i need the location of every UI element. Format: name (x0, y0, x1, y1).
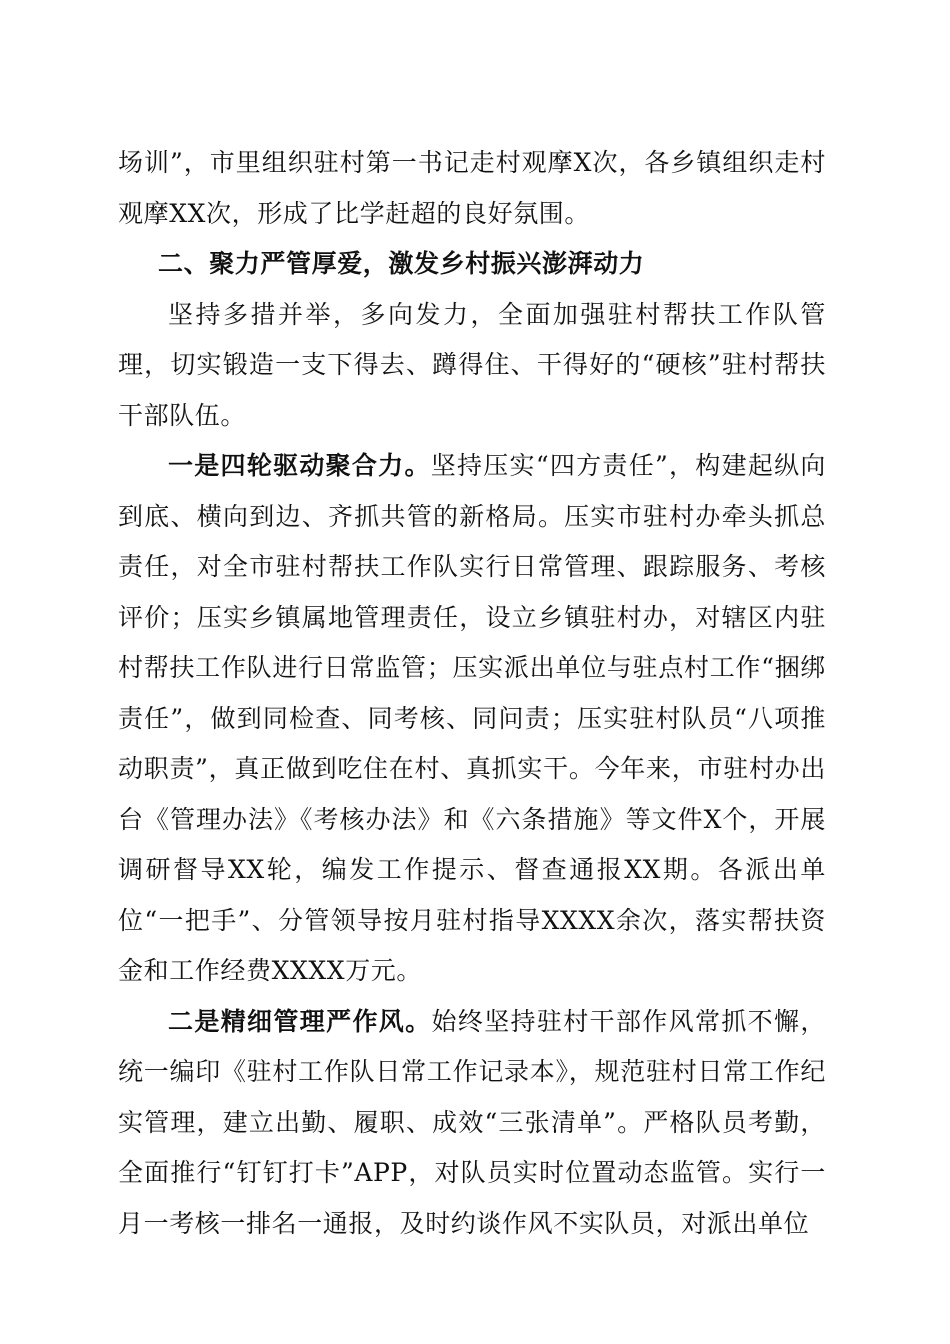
section-heading: 二、聚力严管厚爱，激发乡村振兴澎湃动力 (158, 249, 645, 278)
paragraph-point-one-lead: 一是四轮驱动聚合力。 (168, 451, 431, 480)
paragraph-point-one (118, 441, 826, 997)
paragraph-point-two (118, 997, 826, 1250)
paragraph-point-one-body: 坚持压实“四方责任”，构建起纵向到底、横向到边、齐抓共管的新格局。压实市驻村办牵头抓总责任，对全市驻村帮扶工作队实行日常管理、跟踪服务、考核评价；压实乡镇属地管理责任，设立乡镇驻村办，对辖区内驻村帮扶工作队进行日常监管；压实派出单位与驻点村工作“捆绑责任”，做到同检查、同考核、同问责；压实驻村队员“八项推动职责”，真正做到吃住在村、真抓实干。今年来，市驻村办出台《管理办法》《考核办法》和《六条措施》等文件X个，开展调研督导XX轮，编发工作提示、督查通报XX期。各派出单位“一把手”、分管领导按月驻村指导XXXX余次，落实帮扶资金和工作经费XXXX万元。 (118, 451, 826, 985)
paragraph-point-two-lead: 二是精细管理严作风。 (168, 1006, 432, 1036)
paragraph-continuation: 场训”，市里组织驻村第一书记走村观摩X次，各乡镇组织走村观摩XX次，形成了比学赶超的良好氛围。 (118, 148, 826, 228)
paragraph-point-two-body: 始终坚持驻村干部作风常抓不懈，统一编印《驻村工作队日常工作记录本》，规范驻村日常工作纪实管理，建立出勤、履职、成效“三张清单”。严格队员考勤，全面推行“钉钉打卡”APP，对队员实时位置动态监管。实行一月一考核一排名一通报，及时约谈作风不实队员，对派出单位 (118, 1006, 826, 1238)
document-page (118, 138, 826, 1249)
paragraph-intro: 坚持多措并举，多向发力，全面加强驻村帮扶工作队管理，切实锻造一支下得去、蹲得住、干得好的“硬核”驻村帮扶干部队伍。 (118, 299, 826, 430)
